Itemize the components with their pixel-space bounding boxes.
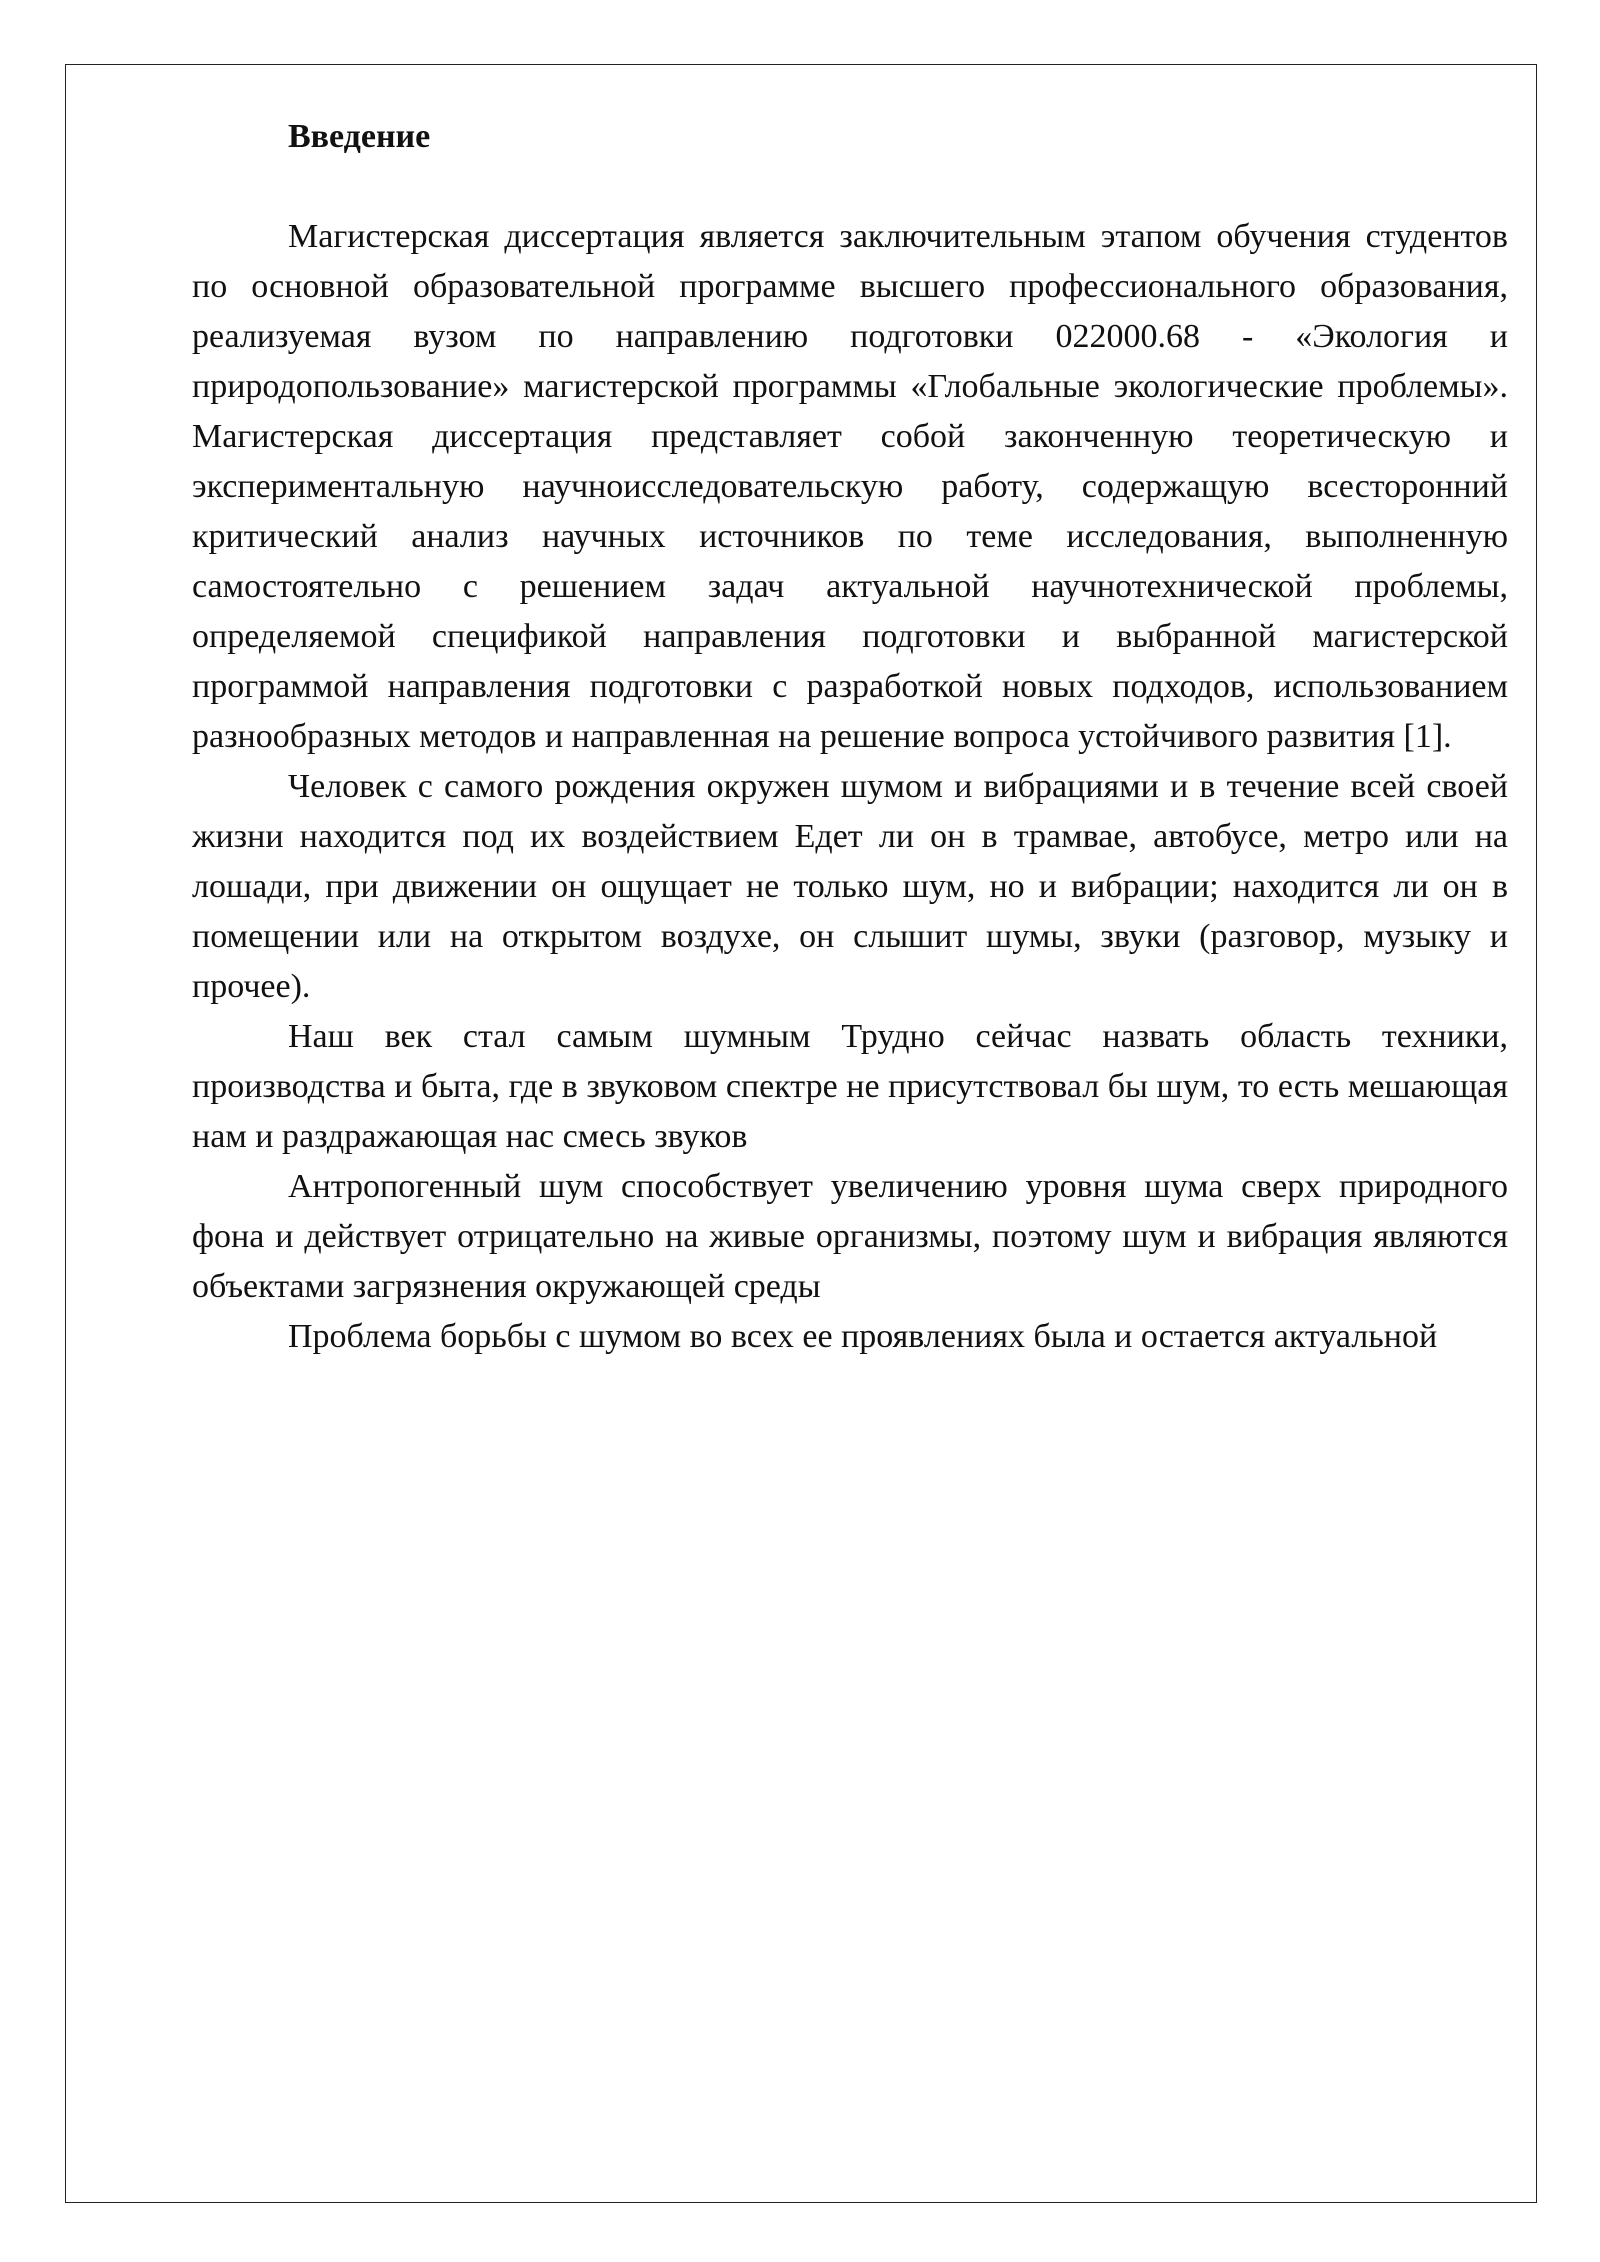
paragraph-intro: Магистерская диссертация является заключительным этапом обучения студентов по основной образовательной программе высшего профессионального образования, реализуемая вузом по направлению подготовки 022000.68 - «Экология и природопользование» магистерской программы «Глобальные экологические проблемы». Магистерская диссертация представляет собой законченную теоретическую и экспериментальную научноисследовательскую работу, содержащую всесторонний критический анализ научных источников по теме исследования, выполненную самостоятельно с решением задач актуальной научнотехнической проблемы, определяемой спецификой направления подготовки и выбранной магистерской программой направления подготовки с разработкой новых подходов, использованием разнообразных методов и направленная на решение вопроса устойчивого развития [1]. [192, 218, 1508, 755]
paragraph-noise-problem: Проблема борьбы с шумом во всех ее проявлениях была и остается актуальной [288, 1318, 1438, 1355]
paragraph-anthropogenic-noise: Антропогенный шум способствует увеличению уровня шума сверх природного фона и действует отрицательно на живые организмы, поэтому шум и вибрация являются объектами загрязнения окружающей среды [192, 1168, 1508, 1305]
paragraph-noise-vibration: Человек с самого рождения окружен шумом и вибрациями и в течение всей своей жизни находится под их воздействием Едет ли он в трамвае, автобусе, метро или на лошади, при движении он ощущает не только шум, но и вибрации; находится ли он в помещении или на открытом воздухе, он слышит шумы, звуки (разговор, музыку и прочее). [192, 768, 1508, 1005]
paragraph-noisy-century: Наш век стал самым шумным Трудно сейчас назвать область техники, производства и быта, где в звуковом спектре не присутствовал бы шум, то есть мешающая нам и раздражающая нас смесь звуков [192, 1018, 1508, 1155]
heading-spacer [192, 162, 1508, 212]
document-body [192, 112, 1508, 1362]
section-heading: Введение [288, 118, 431, 155]
